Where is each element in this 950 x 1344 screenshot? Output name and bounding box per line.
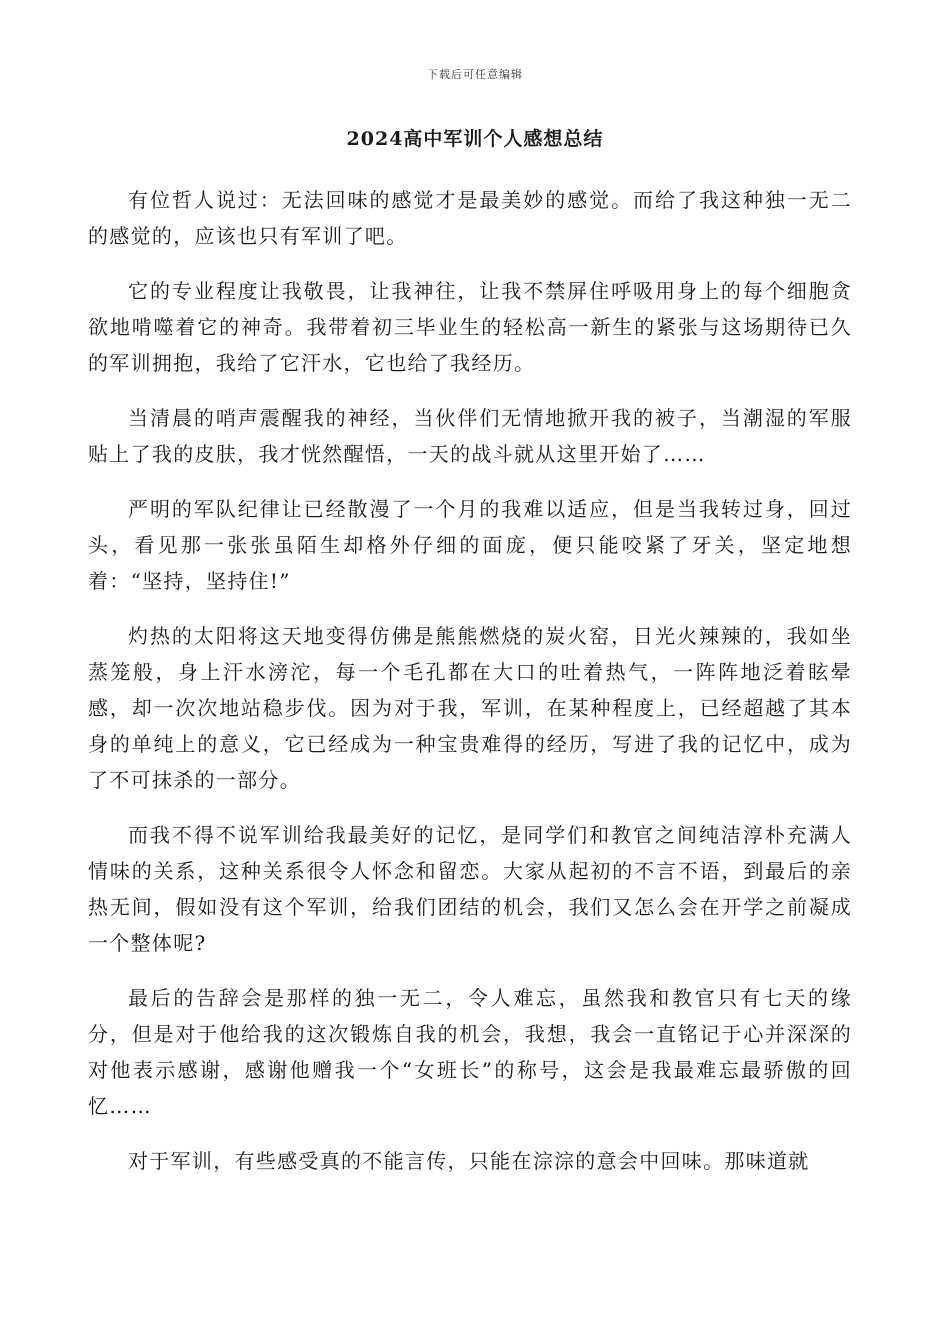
paragraph: 严明的军队纪律让已经散漫了一个月的我难以适应，但是当我转过身，回过头，看见那一张张虽陌生却格外仔细的面庞，便只能咬紧了牙关，坚定地想着：“坚持，坚持住!” xyxy=(88,497,852,593)
paragraph: 它的专业程度让我敬畏，让我神往，让我不禁屏住呼吸用身上的每个细胞贪欲地啃噬着它的神奇。我带着初三毕业生的轻松高一新生的紧张与这场期待已久的军训拥抱，我给了它汗水，它也给了我经历。 xyxy=(88,279,852,375)
document-title: 2024高中军训个人感想总结 xyxy=(346,128,604,150)
header-note: 下载后可任意编辑 xyxy=(427,68,523,81)
paragraph: 当清晨的哨声震醒我的神经，当伙伴们无情地掀开我的被子，当潮湿的军服贴上了我的皮肤，我才恍然醒悟，一天的战斗就从这里开始了…… xyxy=(88,406,852,466)
paragraph: 而我不得不说军训给我最美好的记忆，是同学们和教官之间纯洁淳朴充满人情味的关系，这种关系很令人怀念和留恋。大家从起初的不言不语，到最后的亲热无间，假如没有这个军训，给我们团结的机会，我们又怎么会在开学之前凝成一个整体呢? xyxy=(88,823,852,955)
paragraph: 对于军训，有些感受真的不能言传，只能在淙淙的意会中回味。那味道就 xyxy=(128,1149,810,1173)
paragraph: 灼热的太阳将这天地变得仿佛是熊熊燃烧的炭火窑，日光火辣辣的，我如坐蒸笼般，身上汗水滂沱，每一个毛孔都在大口的吐着热气，一阵阵地泛着眩晕感，却一次次地站稳步伐。因为对于我，军训，在某种程度上，已经超越了其本身的单纯上的意义，它已经成为一种宝贵难得的经历，写进了我的记忆中，成为了不可抹杀的一部分。 xyxy=(88,624,852,792)
paragraph: 有位哲人说过：无法回味的感觉才是最美妙的感觉。而给了我这种独一无二的感觉的，应该也只有军训了吧。 xyxy=(88,188,852,248)
paragraph: 最后的告辞会是那样的独一无二，令人难忘，虽然我和教官只有七天的缘分，但是对于他给我的这次锻炼自我的机会，我想，我会一直铭记于心并深深的对他表示感谢，感谢他赠我一个“女班长”的称号，这会是我最难忘最骄傲的回忆…… xyxy=(88,986,852,1118)
document-body xyxy=(88,182,852,1198)
